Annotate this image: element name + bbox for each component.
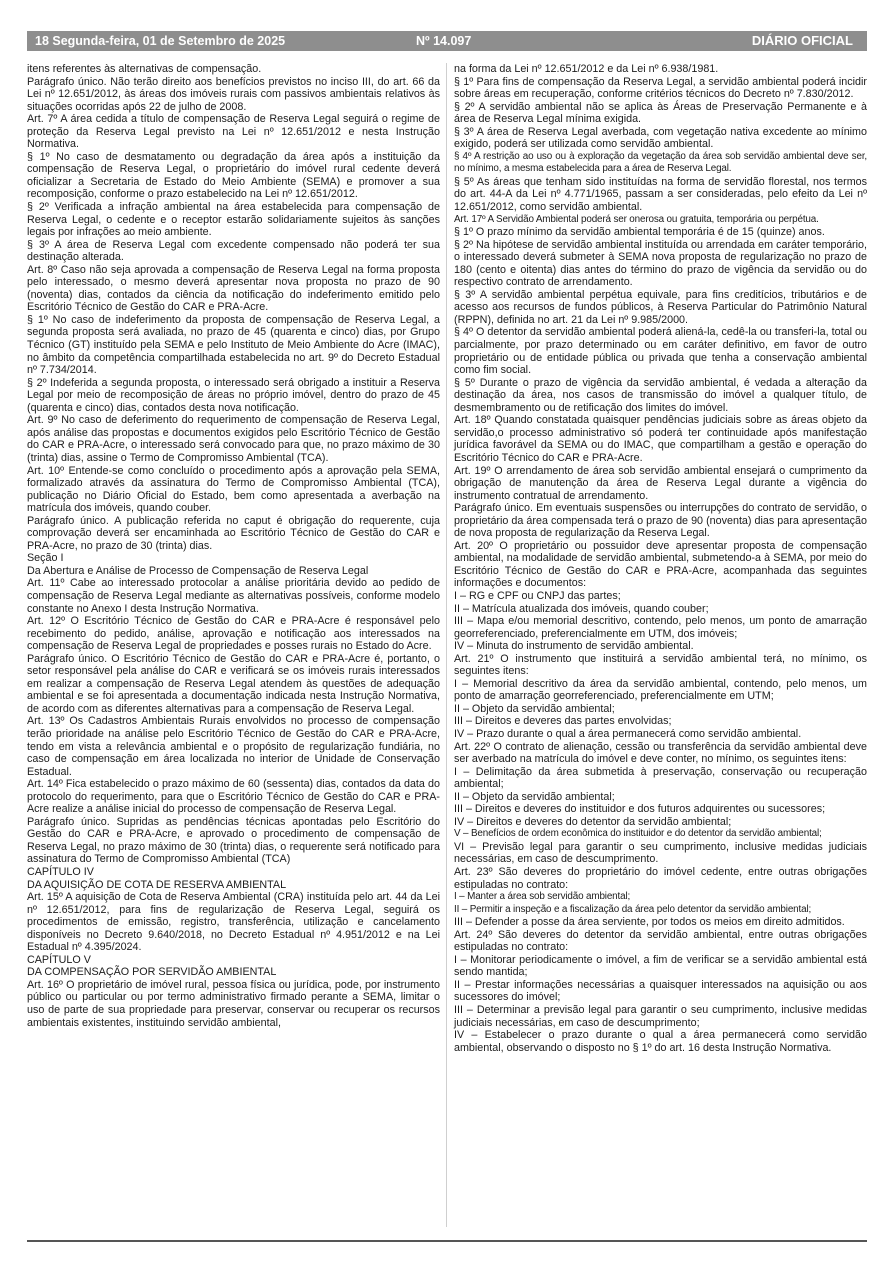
- paragraph: IV – Direitos e deveres do detentor da servidão ambiental;: [454, 815, 732, 828]
- paragraph: Art. 22º O contrato de alienação, cessão ou transferência da servidão ambiental deve ser averbado na matrícula do imóvel e deve conter, no mínimo, os seguintes itens:: [454, 740, 867, 766]
- paragraph: na forma da Lei nº 12.651/2012 e da Lei nº 6.938/1981.: [454, 63, 719, 75]
- paragraph: Art. 14º Fica estabelecido o prazo máximo de 60 (sessenta) dias, contados da data do protocolo do requerimento, para que o Escritório Técnico de Gestão do CAR e PRA-Acre realize a análise inicial do processo de compensação de Reserva Legal.: [27, 778, 440, 816]
- paragraph: II – Objeto da servidão ambiental;: [454, 790, 615, 803]
- paragraph: Parágrafo único. Em eventuais suspensões ou interrupções do contrato de servidão, o proprietário da área compensada terá o prazo de 90 (noventa) dias para apresentação de nova proposta de regularização da Reserva Legal.: [454, 502, 867, 540]
- paragraph: Art. 12º O Escritório Técnico de Gestão do CAR e PRA-Acre é responsável pelo recebimento do pedido, análise, aprovação e notificação aos interessados na compensação de Reserva Legal de propriedades e posses rurais no Estado do Acre.: [27, 615, 440, 653]
- paragraph: CAPÍTULO IV: [27, 866, 94, 878]
- paragraph: III – Defender a posse da área serviente, por todos os meios em direito admitidos.: [454, 916, 845, 929]
- paragraph: § 2º Verificada a infração ambiental na área estabelecida para compensação de Reserva Legal, o cedente e o receptor estarão solidariamente sujeitos às sanções legais por infrações ao meio ambiente.: [27, 201, 440, 239]
- right-text-column: [454, 63, 867, 1054]
- paragraph: Art. 7º A área cedida a título de compensação de Reserva Legal seguirá o regime de proteção da Reserva Legal previsto na Lei nº 12.651/2012 e nesta Instrução Normativa.: [27, 113, 440, 151]
- paragraph: § 5º Durante o prazo de vigência da servidão ambiental, é vedada a alteração da destinação da área, nos casos de transmissão do imóvel a qualquer título, de desmembramento ou de retificação dos limites do imóvel.: [454, 376, 867, 414]
- paragraph: I – Manter a área sob servidão ambiental;: [454, 891, 631, 903]
- paragraph: § 5º As áreas que tenham sido instituídas na forma de servidão florestal, nos termos do art. 44-A da Lei nº 4.771/1965, passam a ser consideradas, pelo efeito da Lei nº 12.651/2012, como servidão ambiental.: [454, 175, 867, 214]
- paragraph: Parágrafo único. O Escritório Técnico de Gestão do CAR e PRA-Acre é, portanto, o setor responsável pela análise do CAR e verificará se os imóveis rurais interessados em realizar a compensação de Reserva Legal atendem às questões de adequação ambiental e se foi apresentada a documentação indicada nesta Instrução Normativa, de acordo com as diferentes alternativas para a compensação de Reserva Legal.: [27, 652, 440, 715]
- paragraph: DA AQUISIÇÃO DE COTA DE RESERVA AMBIENTAL: [27, 878, 287, 891]
- paragraph: DA COMPENSAÇÃO POR SERVIDÃO AMBIENTAL: [27, 966, 277, 979]
- left-text-column: [27, 63, 440, 1029]
- paragraph: Art. 8º Caso não seja aprovada a compensação de Reserva Legal na forma proposta pelo interessado, o mesmo deverá apresentar nova proposta no prazo de 90 (noventa) dias, contados da ciência da notificação do indeferimento emitido pelo Escritório Técnico de Gestão do CAR e PRA-Acre.: [27, 263, 440, 314]
- paragraph: Parágrafo único. A publicação referida no caput é obrigação do requerente, cuja comprovação deverá ser encaminhada ao Escritório Técnico de Gestão do CAR e PRA-Acre, no prazo de 30 (trinta) dias.: [27, 514, 440, 552]
- paragraph: § 2º Na hipótese de servidão ambiental instituída ou arrendada em caráter temporário, o interessado deverá submeter à SEMA nova proposta de regularização no prazo de 180 (cento e oitenta) dias antes do término do prazo de vigência da servidão ou do respectivo contrato de arrendamento.: [454, 238, 867, 289]
- paragraph: Art. 24º São deveres do detentor da servidão ambiental, entre outras obrigações estipuladas no contrato:: [454, 928, 867, 954]
- paragraph: Da Abertura e Análise de Processo de Compensação de Reserva Legal: [27, 564, 369, 577]
- paragraph: II – Prestar informações necessárias a quaisquer interessados na aquisição ou aos sucessores do imóvel;: [454, 978, 867, 1004]
- paragraph: Art. 18º Quando constatada quaisquer pendências judiciais sobre as áreas objeto da servidão,o processo administrativo só poderá ter continuidade após manifestação jurídica favorável da SEMA ou do IMAC, que compartilham a gestão e operação do Escritório Técnico do CAR e PRA-Acre.: [454, 414, 867, 464]
- column-divider: [446, 63, 447, 1227]
- paragraph: III – Direitos e deveres do instituidor e dos futuros adquirentes ou sucessores;: [454, 803, 826, 816]
- paragraph: Art. 11º Cabe ao interessado protocolar a análise prioritária devido ao pedido de compensação de Reserva Legal mediante as alternativas possíveis, conforme modelo constante no Anexo I desta Instrução Normativa.: [27, 577, 440, 615]
- paragraph: § 1º O prazo mínimo da servidão ambiental temporária é de 15 (quinze) anos.: [454, 226, 825, 239]
- paragraph: CAPÍTULO V: [27, 953, 91, 966]
- paragraph: Parágrafo único. Não terão direito aos benefícios previstos no inciso III, do art. 66 da Lei nº 12.651/2012, às áreas dos imóveis rurais com passivos ambientais relativos às situações ocorridas após 22 de julho de 2008.: [27, 75, 440, 113]
- paragraph: I – Memorial descritivo da área da servidão ambiental, contendo, pelo menos, um ponto de amarração georreferenciado, preferencialmente em UTM;: [454, 677, 867, 703]
- paragraph: § 2º A servidão ambiental não se aplica às Áreas de Preservação Permanente e à área de Reserva Legal mínima exigida.: [454, 100, 867, 126]
- paragraph: § 4º A restrição ao uso ou à exploração da vegetação da área sob servidão ambiental deve ser, no mínimo, a mesma estabelecida para a área de Reserva Legal.: [454, 150, 867, 175]
- paragraph: II – Matrícula atualizada dos imóveis, quando couber;: [454, 602, 709, 615]
- paragraph: § 3º A área de Reserva Legal com excedente compensado não poderá ter sua destinação alterada.: [27, 238, 440, 264]
- paragraph: Seção I: [27, 552, 64, 565]
- paragraph: IV – Prazo durante o qual a área permanecerá como servidão ambiental.: [454, 727, 802, 740]
- paragraph: V – Benefícios de ordem econômica do instituidor e do detentor da servidão ambiental;: [454, 828, 822, 840]
- page-number-and-date: 18 Segunda-feira, 01 de Setembro de 2025: [35, 34, 286, 48]
- paragraph: Art. 17º A Servidão Ambiental poderá ser onerosa ou gratuita, temporária ou perpétua.: [454, 213, 819, 225]
- paragraph: II – Permitir a inspeção e a fiscalização da área pelo detentor da servidão ambiental;: [454, 903, 812, 915]
- paragraph: I – RG e CPF ou CNPJ das partes;: [454, 589, 621, 602]
- paragraph: Art. 16º O proprietário de imóvel rural, pessoa física ou jurídica, pode, por instrumento público ou particular ou por termo administrativo firmado perante a SEMA, limitar o uso de parte de sua propriedade para preservar, conservar ou recuperar os recursos ambientais existentes, instituindo servidão ambiental,: [27, 978, 440, 1029]
- paragraph: III – Determinar a previsão legal para garantir o seu cumprimento, inclusive medidas judiciais necessárias, em caso de descumprimento;: [454, 1004, 867, 1029]
- paragraph: Art. 21º O instrumento que instituirá a servidão ambiental terá, no mínimo, os seguintes itens:: [454, 652, 867, 678]
- paragraph: IV – Minuta do instrumento de servidão ambiental.: [454, 640, 694, 653]
- page-header: [27, 31, 867, 51]
- publication-name: DIÁRIO OFICIAL: [751, 33, 853, 48]
- issue-number: Nº 14.097: [416, 34, 472, 48]
- bottom-rule: [27, 1240, 867, 1242]
- paragraph: Art. 23º São deveres do proprietário do imóvel cedente, entre outras obrigações estipuladas no contrato:: [454, 866, 867, 891]
- paragraph: § 3º A servidão ambiental perpétua equivale, para fins creditícios, tributários e de acesso aos recursos de fundos públicos, à Reserva Particular do Patrimônio Natural (RPPN), definida no art. 21 da Lei nº 9.985/2000.: [454, 288, 867, 326]
- paragraph: VI – Previsão legal para garantir o seu cumprimento, inclusive medidas judiciais necessárias, em caso de descumprimento.: [454, 840, 867, 866]
- paragraph: § 2º Indeferida a segunda proposta, o interessado será obrigado a instituir a Reserva Legal por meio de recomposição de áreas no próprio imóvel, dentro do prazo de 45 (quarenta e cinco) dias, contados desta nova notificação.: [27, 376, 440, 414]
- paragraph: Art. 19º O arrendamento de área sob servidão ambiental ensejará o cumprimento da obrigação de manutenção da área de Reserva Legal durante a vigência do instrumento contratual de arrendamento.: [454, 464, 867, 502]
- paragraph: § 1º No caso de desmatamento ou degradação da área após a instituição da compensação de Reserva Legal, o proprietário do imóvel rural cedente deverá oficializar a Secretaria de Estado do Meio Ambiente (SEMA) e promover a sua recomposição, conforme o prazo estabelecido na Lei nº 12.651/2012.: [27, 150, 440, 201]
- paragraph: Art. 10º Entende-se como concluído o procedimento após a aprovação pela SEMA, formalizado através da assinatura do Termo de Compromisso Ambiental (TCA), publicação no Diário Oficial do Estado, bem como apresentada a averbação na matrícula dos imóveis, quando couber.: [27, 464, 440, 515]
- paragraph: Art. 15º A aquisição de Cota de Reserva Ambiental (CRA) instituída pelo art. 44 da Lei nº 12.651/2012, para fins de regularização de Reserva Legal, seguirá os procedimentos de emissão, registro, transferência, utilização e cancelamento disponíveis no Decreto 9.640/2018, no Decreto Estadual nº 4.951/2012 e na Lei Estadual nº 4.395/2024.: [27, 891, 440, 954]
- paragraph: Art. 20º O proprietário ou possuidor deve apresentar proposta de compensação ambiental, na modalidade de servidão ambiental, submetendo-a à SEMA, por meio do Escritório Técnico de Gestão do CAR e PRA-Acre, acompanhada das seguintes informações e documentos:: [454, 539, 867, 590]
- paragraph: § 3º A área de Reserva Legal averbada, com vegetação nativa excedente ao mínimo exigido, poderá ser utilizada como servidão ambiental.: [454, 125, 867, 151]
- paragraph: I – Monitorar periodicamente o imóvel, a fim de verificar se a servidão ambiental está sendo mantida;: [454, 953, 867, 979]
- paragraph: § 1º No caso de indeferimento da proposta de compensação de Reserva Legal, a segunda proposta será avaliada, no prazo de 45 (quarenta e cinco) dias, por Grupo Técnico (GT) instituído pela SEMA e pelo Instituto de Meio Ambiente do Acre (IMAC), no âmbito da competência compartilhada estabelecida no art. 9º do Decreto Estadual nº 7.734/2014.: [27, 313, 440, 377]
- paragraph: IV – Estabelecer o prazo durante o qual a área permanecerá como servidão ambiental, observando o disposto no § 1º do art. 16 desta Instrução Normativa.: [454, 1029, 867, 1054]
- paragraph: itens referentes às alternativas de compensação.: [27, 63, 262, 75]
- paragraph: § 4º O detentor da servidão ambiental poderá aliená-la, cedê-la ou transferi-la, total ou parcialmente, por prazo determinado ou em caráter definitivo, em favor de outro proprietário ou de entidade pública ou privada que tenha a conservação ambiental como fim social.: [454, 326, 867, 377]
- paragraph: Parágrafo único. Supridas as pendências técnicas apontadas pelo Escritório do Gestão do CAR e PRA-Acre, e aprovado o procedimento de compensação de Reserva Legal, no prazo máximo de 30 (trinta) dias, o requerente será notificado para assinatura do Termo de Compromisso Ambiental (TCA): [27, 815, 440, 866]
- paragraph: III – Mapa e/ou memorial descritivo, contendo, pelo menos, um ponto de amarração georreferenciado, preferencialmente em UTM, dos imóveis;: [454, 615, 867, 640]
- paragraph: Art. 9º No caso de deferimento do requerimento de compensação de Reserva Legal, após análise das propostas e documentos exigidos pelo Escritório Técnico de Gestão do CAR e PRA-Acre, o interessado será convocado para que, no prazo máximo de 30 (trinta) dias, assine o Termo de Compromisso Ambiental (TCA).: [27, 414, 440, 464]
- paragraph: I – Delimitação da área submetida à preservação, conservação ou recuperação ambiental;: [454, 765, 867, 791]
- paragraph: III – Direitos e deveres das partes envolvidas;: [454, 715, 672, 728]
- paragraph: § 1º Para fins de compensação da Reserva Legal, a servidão ambiental poderá incidir sobre áreas em recuperação, conforme critérios técnicos do Decreto nº 7.830/2012.: [454, 75, 867, 101]
- paragraph: II – Objeto da servidão ambiental;: [454, 702, 615, 715]
- paragraph: Art. 13º Os Cadastros Ambientais Rurais envolvidos no processo de compensação terão prioridade na análise pelo Escritório Técnico de Gestão do CAR e PRA-Acre, tendo em vista a relevância ambiental e o propósito de regularização fundiária, no caso de compensação em área localizada no interior de Unidade de Conservação Estadual.: [27, 715, 440, 778]
